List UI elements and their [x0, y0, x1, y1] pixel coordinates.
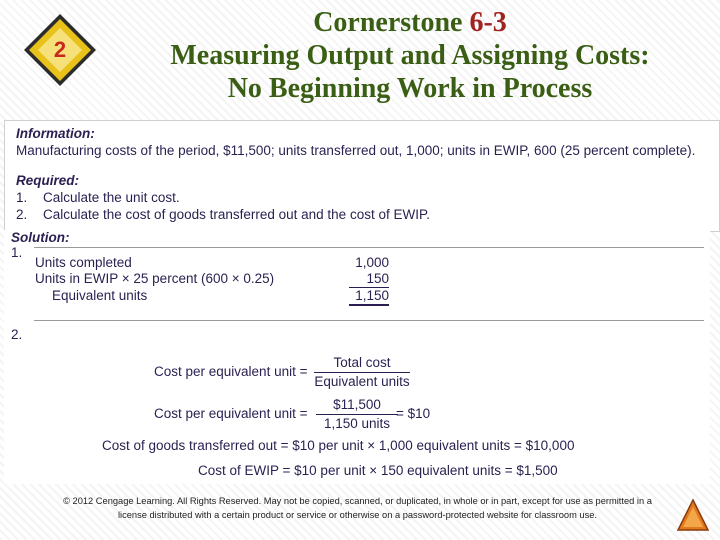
calc-label: Cost per equivalent unit = [154, 406, 308, 421]
title-line-1 [110, 6, 710, 39]
formula-label: Cost per equivalent unit = [154, 364, 308, 379]
required-item-number: 1. [16, 190, 28, 205]
chapter-badge [20, 10, 100, 90]
copyright-line-1: © 2012 Cengage Learning. All Rights Reserved. May not be copied, scanned, or duplicated, in whole or in part, except for use as permitted in a [63, 496, 652, 506]
information-panel [4, 120, 720, 232]
divider [34, 320, 704, 321]
title-line-2: Measuring Output and Assigning Costs: [170, 40, 650, 71]
required-item-number: 2. [16, 207, 28, 222]
calc-denominator: 1,150 units [323, 416, 391, 431]
cornerstone-label: Cornerstone [313, 7, 463, 38]
formula-numerator: Total cost [333, 355, 391, 370]
information-text: Manufacturing costs of the period, $11,500; units transferred out, 1,000; units in EWIP, 600 (25 percent complete). [16, 143, 696, 158]
ewip-calculation: Cost of EWIP = $10 per unit × 150 equivalent units = $1,500 [198, 463, 558, 478]
formula-denominator: Equivalent units [314, 374, 410, 389]
required-item-text: Calculate the unit cost. [43, 190, 180, 205]
title-line-3: No Beginning Work in Process [227, 73, 593, 104]
part-2-number: 2. [11, 327, 23, 342]
units-completed-value: 1,000 [355, 255, 389, 270]
part-1-number: 1. [11, 245, 23, 260]
copyright-line-2: license distributed with a certain product or service or otherwise on a password-protected website for classroom use. [117, 510, 597, 520]
divider [34, 247, 704, 248]
chapter-number: 2 [53, 37, 67, 62]
copyright-notice [20, 494, 695, 522]
slide-title [110, 6, 710, 105]
next-arrow-icon [676, 498, 710, 532]
required-heading: Required: [16, 173, 80, 188]
equivalent-units-label: Equivalent units [52, 288, 148, 303]
units-ewip-value: 150 [366, 271, 389, 286]
units-ewip-label: Units in EWIP × 25 percent (600 × 0.25) [35, 271, 275, 286]
units-completed-label: Units completed [35, 255, 132, 270]
fraction-bar [316, 414, 398, 415]
cornerstone-number: 6-3 [469, 7, 507, 38]
solution-heading: Solution: [11, 230, 70, 245]
equivalent-units-value: 1,150 [355, 288, 389, 303]
fraction-bar [314, 372, 410, 373]
required-item-text: Calculate the cost of goods transferred out and the cost of EWIP. [43, 207, 430, 222]
cogs-calculation: Cost of goods transferred out = $10 per unit × 1,000 equivalent units = $10,000 [102, 438, 575, 453]
next-slide-button[interactable] [676, 498, 710, 532]
calc-result: = $10 [396, 406, 431, 421]
total-double-rule [349, 304, 389, 306]
calc-numerator: $11,500 [333, 397, 381, 412]
solution-panel [4, 230, 710, 484]
information-heading: Information: [16, 126, 95, 141]
